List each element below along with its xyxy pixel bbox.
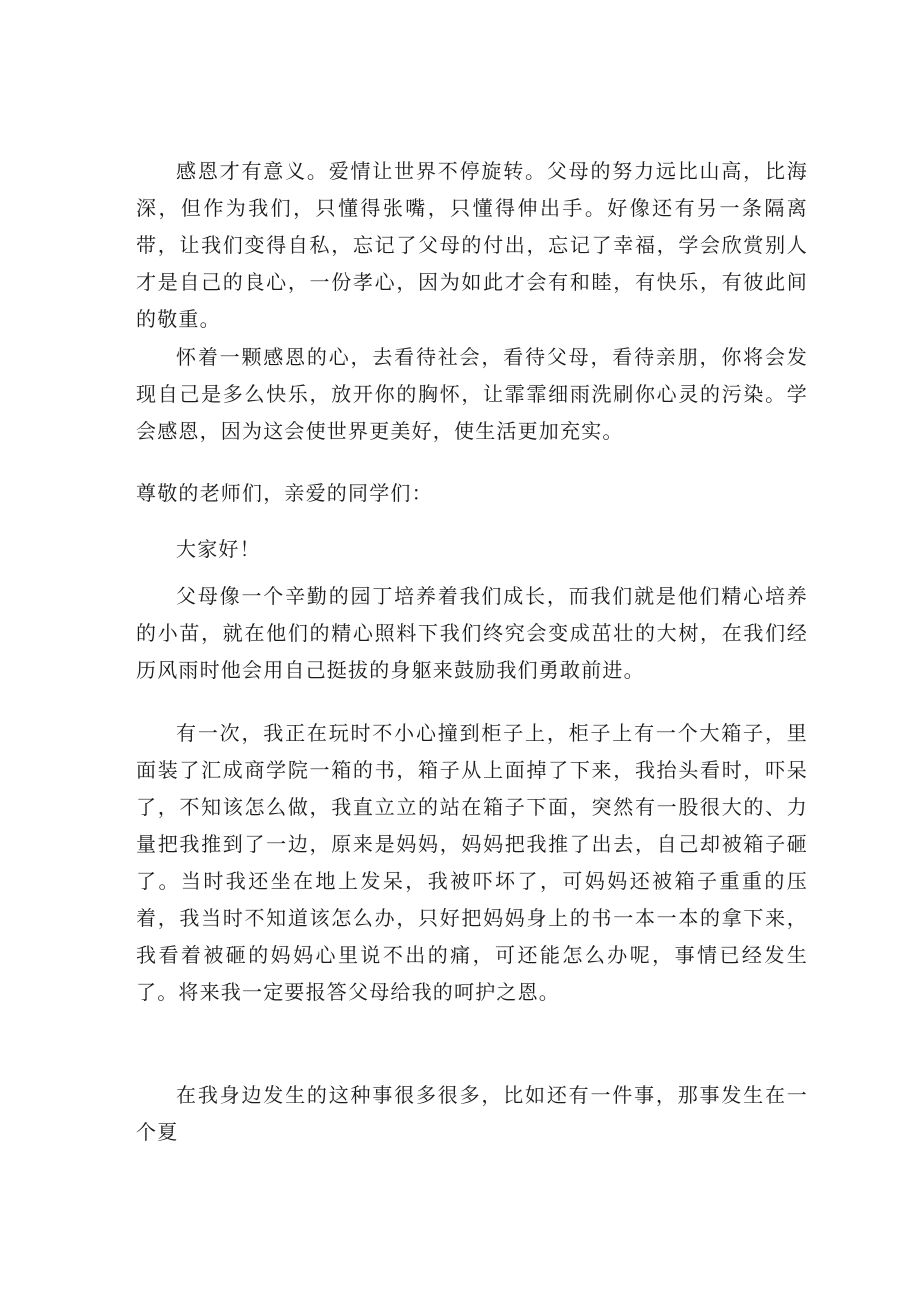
greeting: 大家好！ — [176, 537, 261, 561]
salutation: 尊敬的老师们，亲爱的同学们： — [136, 481, 433, 505]
paragraph-parents-gardeners: 父母像一个辛勤的园丁培养着我们成长，而我们就是他们精心培养的小苗，就在他们的精心照料下我们终究会变成茁壮的大树，在我们经历风雨时他会用自己挺拔的身躯来鼓励我们勇敢前进。 — [136, 584, 808, 682]
paragraph-gratitude-meaning: 感恩才有意义。爱情让世界不停旋转。父母的努力远比山高，比海深，但作为我们，只懂得张嘴，只懂得伸出手。好像还有另一条隔离带，让我们变得自私，忘记了父母的付出，忘记了幸福，学会欣赏别人才是自己的良心，一份孝心，因为如此才会有和睦，有快乐，有彼此间的敬重。 — [136, 159, 808, 331]
paragraph-summer-event: 在我身边发生的这种事很多很多，比如还有一件事，那事发生在一个夏 — [136, 1083, 808, 1144]
paragraph-box-story: 有一次，我正在玩时不小心撞到柜子上，柜子上有一个大箱子，里面装了汇成商学院一箱的书，箱子从上面掉了下来，我抬头看时，吓呆了，不知该怎么做，我直立立的站在箱子下面，突然有一股很大的、力量把我推到了一边，原来是妈妈，妈妈把我推了出去，自己却被箱子砸了。当时我还坐在地上发呆，我被吓坏了，可妈妈还被箱子重重的压着，我当时不知道该怎么办，只好把妈妈身上的书一本一本的拿下来，我看着被砸的妈妈心里说不出的痛，可还能怎么办呢，事情已经发生了。将来我一定要报答父母给我的呵护之恩。 — [136, 721, 808, 1004]
paragraph-grateful-heart: 怀着一颗感恩的心，去看待社会，看待父母，看待亲朋，你将会发现自己是多么快乐，放开你的胸怀，让霏霏细雨洗刷你心灵的污染。学会感恩，因为这会使世界更美好，使生活更加充实。 — [136, 345, 808, 443]
